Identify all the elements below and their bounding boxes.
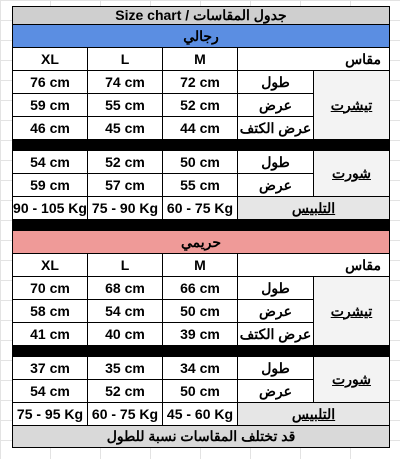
women-tshirt-width-l[interactable]: 54 cm: [88, 300, 163, 323]
men-tshirt-length-l[interactable]: 74 cm: [88, 71, 163, 94]
women-shorts-label[interactable]: شورت: [314, 357, 390, 403]
men-fitting-l[interactable]: 75 - 90 Kg: [88, 197, 163, 220]
footnote[interactable]: قد تختلف المقاسات نسبة للطول: [13, 426, 390, 448]
men-tshirt-length-label[interactable]: طول: [238, 71, 314, 94]
men-tshirt-width-label[interactable]: عرض: [238, 94, 314, 117]
men-fitting-xl[interactable]: 90 - 105 Kg: [13, 197, 88, 220]
men-shorts-width-xl[interactable]: 59 cm: [13, 174, 88, 197]
women-size-l[interactable]: L: [88, 254, 163, 277]
men-tshirt-shoulder-label[interactable]: عرض الكتف: [238, 117, 314, 140]
men-size-xl[interactable]: XL: [13, 48, 88, 71]
women-tshirt-width-xl[interactable]: 58 cm: [13, 300, 88, 323]
women-shorts-width-l[interactable]: 52 cm: [88, 380, 163, 403]
size-chart-table: [12, 6, 390, 448]
men-tshirt-width-m[interactable]: 52 cm: [163, 94, 238, 117]
men-shorts-length-xl[interactable]: 54 cm: [13, 151, 88, 174]
men-tshirt-length-xl[interactable]: 76 cm: [13, 71, 88, 94]
separator-bar: [13, 346, 390, 357]
women-tshirt-shoulder-label[interactable]: عرض الكتف: [238, 323, 314, 346]
women-shorts-length-m[interactable]: 34 cm: [163, 357, 238, 380]
women-size-m[interactable]: M: [163, 254, 238, 277]
men-tshirt-shoulder-xl[interactable]: 46 cm: [13, 117, 88, 140]
women-fitting-label[interactable]: التلبيس: [238, 403, 390, 426]
women-tshirt-width-m[interactable]: 50 cm: [163, 300, 238, 323]
men-size-m[interactable]: M: [163, 48, 238, 71]
men-section-band[interactable]: رجالي: [13, 25, 390, 48]
women-tshirt-shoulder-l[interactable]: 40 cm: [88, 323, 163, 346]
chart-title[interactable]: Size chart / جدول المقاسات: [13, 7, 390, 25]
women-fitting-m[interactable]: 45 - 60 Kg: [163, 403, 238, 426]
men-tshirt-length-m[interactable]: 72 cm: [163, 71, 238, 94]
women-tshirt-length-l[interactable]: 68 cm: [88, 277, 163, 300]
women-shorts-width-m[interactable]: 50 cm: [163, 380, 238, 403]
men-fitting-m[interactable]: 60 - 75 Kg: [163, 197, 238, 220]
men-shorts-width-label[interactable]: عرض: [238, 174, 314, 197]
women-shorts-width-label[interactable]: عرض: [238, 380, 314, 403]
men-shorts-width-l[interactable]: 57 cm: [88, 174, 163, 197]
men-shorts-length-m[interactable]: 50 cm: [163, 151, 238, 174]
women-shorts-length-label[interactable]: طول: [238, 357, 314, 380]
women-tshirt-shoulder-m[interactable]: 39 cm: [163, 323, 238, 346]
men-tshirt-shoulder-m[interactable]: 44 cm: [163, 117, 238, 140]
women-section-band[interactable]: حريمي: [13, 231, 390, 254]
men-shorts-label[interactable]: شورت: [314, 151, 390, 197]
men-shorts-width-m[interactable]: 55 cm: [163, 174, 238, 197]
women-fitting-l[interactable]: 60 - 75 Kg: [88, 403, 163, 426]
men-tshirt-width-l[interactable]: 55 cm: [88, 94, 163, 117]
separator-bar: [13, 140, 390, 151]
men-fitting-label[interactable]: التلبيس: [238, 197, 390, 220]
women-tshirt-length-label[interactable]: طول: [238, 277, 314, 300]
women-size-xl[interactable]: XL: [13, 254, 88, 277]
men-tshirt-label[interactable]: تيشرت: [314, 71, 390, 140]
men-shorts-length-label[interactable]: طول: [238, 151, 314, 174]
men-shorts-length-l[interactable]: 52 cm: [88, 151, 163, 174]
men-tshirt-width-xl[interactable]: 59 cm: [13, 94, 88, 117]
women-tshirt-length-m[interactable]: 66 cm: [163, 277, 238, 300]
women-fitting-xl[interactable]: 75 - 95 Kg: [13, 403, 88, 426]
women-tshirt-length-xl[interactable]: 70 cm: [13, 277, 88, 300]
men-size-label[interactable]: مقاس: [238, 48, 390, 71]
women-tshirt-width-label[interactable]: عرض: [238, 300, 314, 323]
section-divider: [13, 220, 390, 231]
women-shorts-width-xl[interactable]: 54 cm: [13, 380, 88, 403]
men-tshirt-shoulder-l[interactable]: 45 cm: [88, 117, 163, 140]
women-shorts-length-l[interactable]: 35 cm: [88, 357, 163, 380]
women-shorts-length-xl[interactable]: 37 cm: [13, 357, 88, 380]
women-tshirt-label[interactable]: تيشرت: [314, 277, 390, 346]
men-size-l[interactable]: L: [88, 48, 163, 71]
women-tshirt-shoulder-xl[interactable]: 41 cm: [13, 323, 88, 346]
women-size-label[interactable]: مقاس: [238, 254, 390, 277]
